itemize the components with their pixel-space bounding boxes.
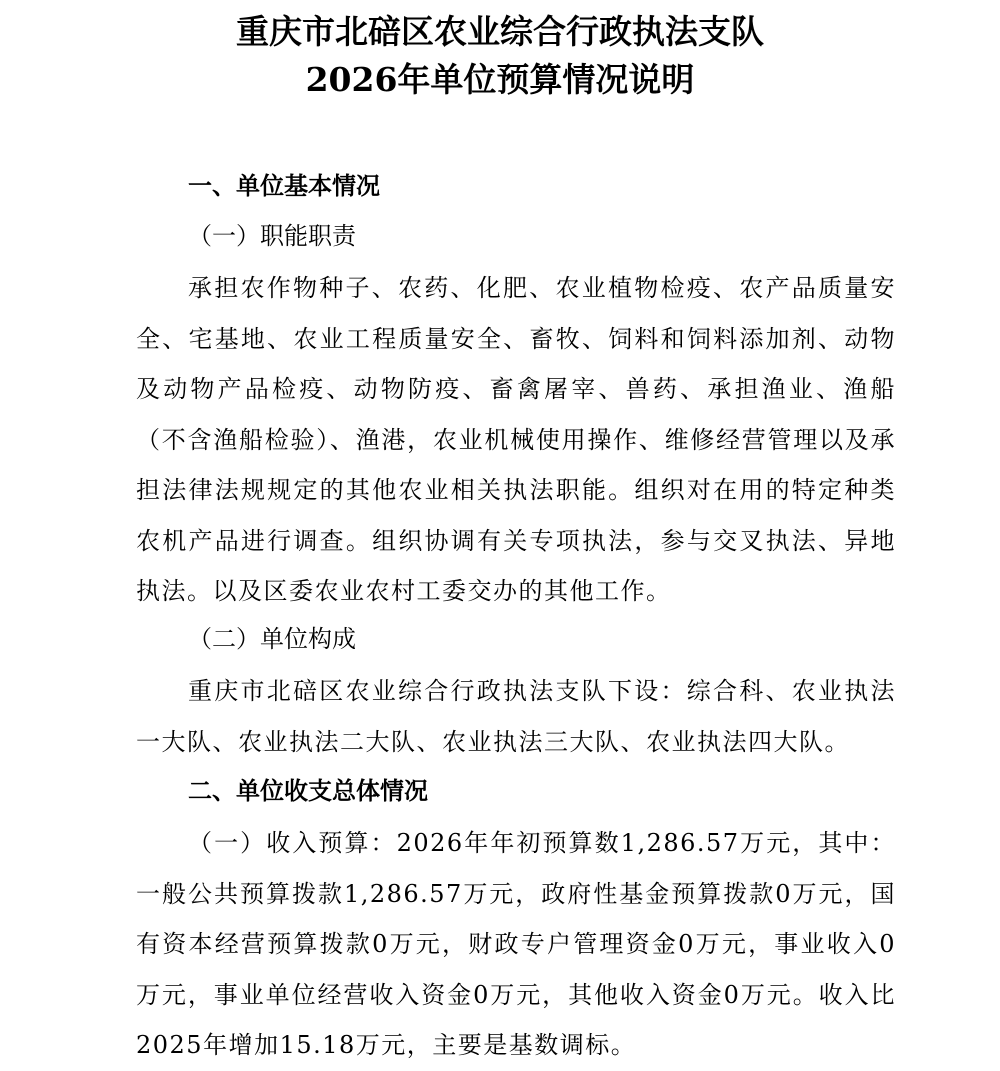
section-1-sub-2-heading: （二）单位构成 xyxy=(188,625,356,653)
section-1-heading: 一、单位基本情况 xyxy=(188,171,380,200)
income-budget-paragraph xyxy=(136,818,896,1071)
section-1-sub-1-heading: （一）职能职责 xyxy=(188,222,356,250)
income-budget-label: （一）收入预算： xyxy=(188,829,397,857)
document-title-line-2: 2026年单位预算情况说明 xyxy=(305,60,695,99)
composition-paragraph: 重庆市北碚区农业综合行政执法支队下设：综合科、农业执法一大队、农业执法二大队、农业执法三大队、农业执法四大队。 xyxy=(136,677,896,756)
income-budget-text: 2026年年初预算数1,286.57万元，其中：一般公共预算拨款1,286.57万元，政府性基金预算拨款0万元，国有资本经营预算拨款0万元，财政专户管理资金0万元，事业收入0万元，事业单位经营收入资金0万元，其他收入资金0万元。收入比2025年增加15.18万元，主要是基数调标。 xyxy=(136,829,897,1059)
document-title-line-1: 重庆市北碚区农业综合行政执法支队 xyxy=(236,12,764,51)
duties-paragraph: 承担农作物种子、农药、化肥、农业植物检疫、农产品质量安全、宅基地、农业工程质量安全、畜牧、饲料和饲料添加剂、动物及动物产品检疫、动物防疫、畜禽屠宰、兽药、承担渔业、渔船（不含渔船检验）、渔港，农业机械使用操作、维修经营管理以及承担法律法规规定的其他农业相关执法职能。组织对在用的特定种类农机产品进行调查。组织协调有关专项执法，参与交叉执法、异地执法。以及区委农业农村工委交办的其他工作。 xyxy=(136,274,896,605)
section-2-heading: 二、单位收支总体情况 xyxy=(188,776,428,805)
